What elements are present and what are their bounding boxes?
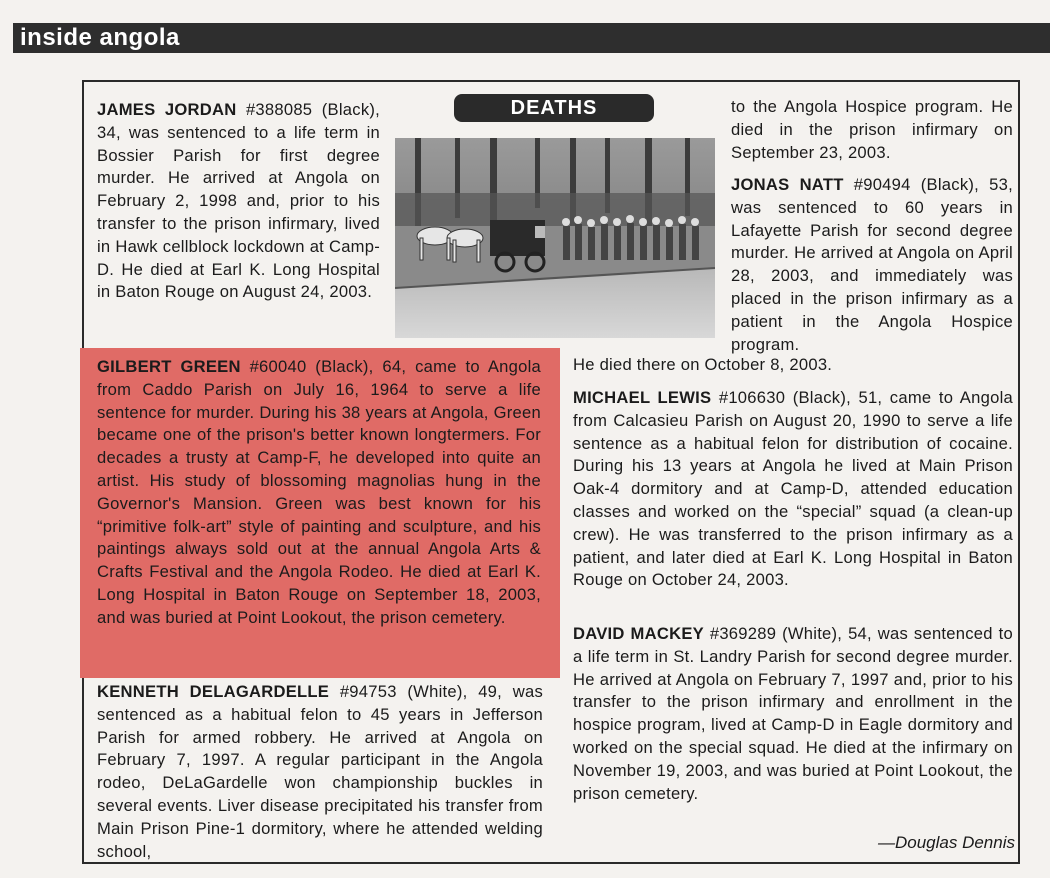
obituary-name: GILBERT GREEN <box>97 357 241 376</box>
obituary-name: MICHAEL LEWIS <box>573 388 712 407</box>
section-title: inside angola <box>20 24 180 51</box>
obituary-text: #369289 (White), 54, was sentenced to a life term in St. Landry Parish for second degree murder. He arrived at Angola on February 7, 1997 and, prior to his transfer to the prison infirmary and enrollment in the hospice program, lived at Camp-D in Eagle dormitory and worked on the special squad. He died at the infirmary on November 19, 2003, and was buried at Point Lookout, the prison cemetery. <box>573 624 1013 803</box>
obituary-kenneth-delagardelle <box>97 681 543 863</box>
obituary-james-jordan <box>97 99 380 304</box>
obituary-jonas-natt <box>731 174 1013 356</box>
deaths-badge: DEATHS <box>454 94 654 122</box>
obituary-continuation <box>731 96 1013 164</box>
obituary-text: #388085 (Black), 34, was sentenced to a life term in Bossier Parish for first degree murder. He arrived at Angola on February 2, 1998 and, prior to his transfer to the prison infirmary, lived in Hawk cellblock lockdown at Camp-D. He died at Earl K. Long Hospital in Baton Rouge on August 24, 2003. <box>97 100 380 302</box>
author-signature: —Douglas Dennis <box>877 833 1015 852</box>
obituary-text: to the Angola Hospice program. He died in the prison infirmary on September 23, 2003. <box>731 97 1013 162</box>
obituary-text: #90494 (Black), 53, was sentenced to 60 years in Lafayette Parish for second degree murder. He arrived at Angola on April 28, 2003, and immediately was placed in the prison infirmary as a patient in the Angola Hospice program. <box>731 175 1013 354</box>
obituary-text: #106630 (Black), 51, came to Angola from Calcasieu Parish on August 20, 1990 to serve a life sentence as a habitual felon for distribution of cocaine. During his 13 years at Angola he lived at Main Prison Oak-4 dormitory and at Camp-D, attended education classes and worked on the “special” squad (a clean-up crew). He was transferred to the prison infirmary as a patient, and later died at Earl K. Long Hospital in Baton Rouge on October 24, 2003. <box>573 388 1013 590</box>
horse-drawn-hearse-photo <box>395 138 715 338</box>
obituary-text: #94753 (White), 49, was sentenced as a habitual felon to 45 years in Jefferson Parish for armed robbery. He arrived at Angola on February 7, 1997. A regular participant in the Angola rodeo, DeLaGardelle won championship buckles in several events. Liver disease precipitated his transfer from Main Prison Pine-1 dormitory, where he attended welding school, <box>97 682 543 861</box>
obituary-name: KENNETH DELAGARDELLE <box>97 682 330 701</box>
obituary-name: DAVID MACKEY <box>573 624 704 643</box>
obituary-david-mackey <box>573 623 1013 805</box>
obituary-name: JAMES JORDAN <box>97 100 237 119</box>
obituary-text: #60040 (Black), 64, came to Angola from Caddo Parish on July 16, 1964 to serve a life sentence for murder. During his 38 years at Angola, Green became one of the prison's better known longtermers. For decades a trusty at Camp-F, he developed into quite an artist. His study of blossoming magnolias hung in the Governor's Mansion. Green was best known for his “primitive folk-art” style of painting and sculpture, and his paintings always sold out at the annual Angola Arts & Crafts Festival and the Angola Rodeo. He died at Earl K. Long Hospital in Baton Rouge on September 18, 2003, and was buried at Point Lookout, the prison cemetery. <box>97 357 541 627</box>
photo-image <box>395 138 715 338</box>
obituary-gilbert-green <box>97 356 541 630</box>
obituary-michael-lewis <box>573 387 1013 592</box>
obituary-text: He died there on October 8, 2003. <box>573 355 833 374</box>
obituary-jonas-natt-end <box>573 354 1013 377</box>
obituary-name: JONAS NATT <box>731 175 844 194</box>
